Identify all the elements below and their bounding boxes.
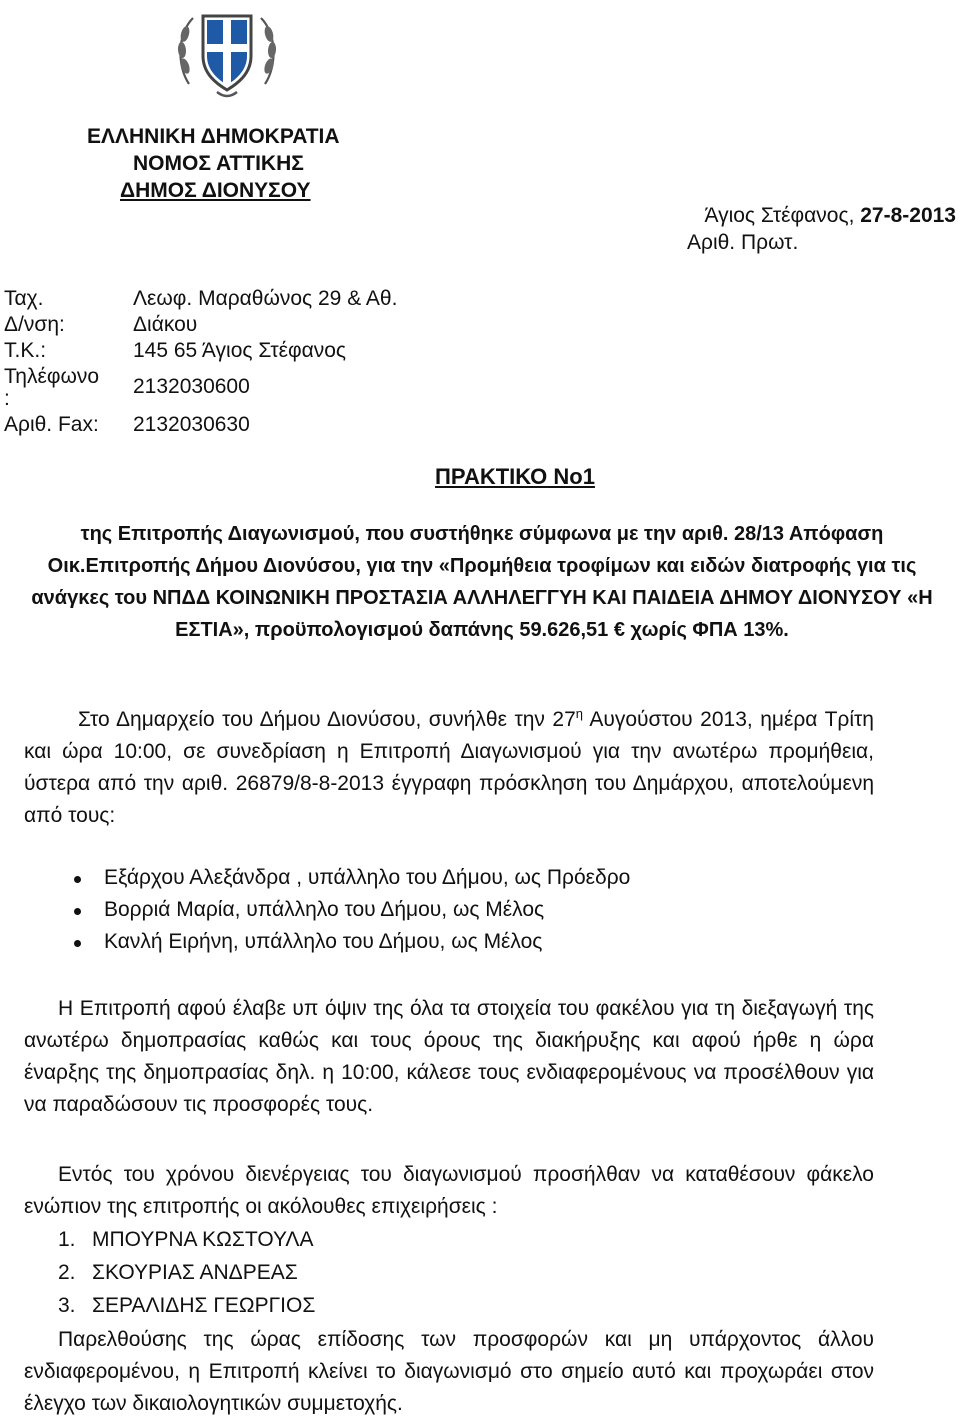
subject-text: της Επιτροπής Διαγωνισμού, που συστήθηκε σύμφωνα με την αριθ. 28/13 Απόφαση Οικ.Επιτροπής Δήμου Διονύσου, για την «Προμήθεια τροφίμων και ειδών διατροφής για τις ανάγκες του ΝΠΔΔ ΚΟΙΝΩΝΙΚΗ ΠΡΟΣΤΑΣΙΑ ΑΛΛΗΛΕΓΓΥΗ ΚΑΙ ΠΑΙΔΕΙΑ ΔΗΜΟΥ ΔΙΟΝΥΣΟΥ «Η ΕΣΤΙΑ», προϋπολογισμού δαπάνης 59.626,51 € χωρίς ΦΠΑ 13%.: [31, 523, 933, 641]
protocol-number-label: Αριθ. Πρωτ.: [687, 231, 799, 254]
company-item: [58, 1290, 315, 1322]
address-label-b: Δ/νση:: [4, 313, 65, 336]
bullet-icon: [74, 876, 81, 883]
tk-value: 145 65 Άγιος Στέφανος: [133, 339, 347, 362]
fax-label: Αριθ. Fax:: [4, 413, 99, 436]
place-label: Άγιος Στέφανος,: [704, 204, 855, 227]
company-name: ΜΠΟΥΡΝΑ ΚΩΣΤΟΥΛΑ: [92, 1228, 314, 1251]
bullet-icon: [74, 908, 81, 915]
closing-paragraph: Παρελθούσης της ώρας επίδοσης των προσφορών και μη υπάρχοντος άλλου ενδιαφερομένου, η Επιτροπή κλείνει το διαγωνισμό στο σημείο αυτό και προχωράει στον έλεγχο των δικαιολογητικών συμμετοχής.: [24, 1328, 874, 1415]
member-name: Εξάρχου Αλεξάνδρα , υπάλληλο του Δήμου, ως Πρόεδρο: [104, 866, 631, 889]
bullet-icon: [74, 940, 81, 947]
company-number: 1.: [58, 1228, 76, 1251]
place-date: [704, 203, 956, 229]
opening-paragraph: [24, 698, 874, 832]
bidders-paragraph: Εντός του χρόνου διενέργειας του διαγωνισμού προσήλθαν να καταθέσουν φάκελο ενώπιον της επιτροπής οι ακόλουθες επιχειρήσεις :: [24, 1163, 874, 1218]
phone-label-a: Τηλέφωνο: [4, 365, 100, 388]
document-date: 27-8-2013: [860, 204, 956, 227]
address-value-b: Διάκου: [133, 313, 198, 336]
coat-of-arms-emblem: [175, 4, 279, 102]
phone-label-b: :: [4, 387, 10, 410]
company-name: ΣΕΡΑΛΙΔΗΣ ΓΕΩΡΓΙΟΣ: [92, 1294, 316, 1317]
company-item: [58, 1257, 298, 1289]
document-title: [0, 463, 960, 491]
member-name: Βορριά Μαρία, υπάλληλο του Δήμου, ως Μέλος: [104, 898, 545, 921]
company-name: ΣΚΟΥΡΙΑΣ ΑΝΔΡΕΑΣ: [92, 1261, 298, 1284]
header-municipality: ΔΗΜΟΣ ΔΙΟΝΥΣΟΥ: [120, 179, 311, 202]
opening-paragraph-b: Αυγούστου 2013, ημέρα Τρίτη και ώρα 10:00, σε συνεδρίαση η Επιτροπή Διαγωνισμού για την ανωτέρω προμήθεια, ύστερα από την αριθ. 26879/8-8-2013 έγγραφη πρόσκληση του Δημάρχου, αποτελούμενη από τους:: [24, 708, 874, 827]
opening-paragraph-a: Στο Δημαρχείο του Δήμου Διονύσου, συνήλθε την 27: [78, 708, 576, 731]
member-name: Κανλή Ειρήνη, υπάλληλο του Δήμου, ως Μέλος: [104, 930, 543, 953]
fax-value: 2132030630: [133, 413, 250, 436]
header-prefecture: ΝΟΜΟΣ ΑΤΤΙΚΗΣ: [133, 152, 304, 175]
address-value-a: Λεωφ. Μαραθώνος 29 & Αθ.: [133, 287, 398, 310]
address-label-a: Ταχ.: [4, 287, 44, 310]
tk-label: Τ.Κ.:: [4, 339, 47, 362]
document-title-text: ΠΡΑΚΤΙΚΟ Νο1: [435, 464, 595, 489]
company-number: 2.: [58, 1261, 76, 1284]
ordinal-suffix: η: [575, 706, 584, 721]
header-country: ΕΛΛΗΝΙΚΗ ΔΗΜΟΚΡΑΤΙΑ: [87, 125, 340, 148]
phone-value: 2132030600: [133, 375, 250, 398]
procedure-paragraph: Η Επιτροπή αφού έλαβε υπ όψιν της όλα τα στοιχεία του φακέλου για τη διεξαγωγή της ανωτέρω δημοπρασίας καθώς και τους όρους της διακήρυξης και αφού ήρθε η ώρα έναρξης της δημοπρασίας δηλ. η 10:00, κάλεσε τους ενδιαφερομένους να προσέλθουν για να παραδώσουν τις προσφορές τους.: [24, 997, 874, 1116]
company-item: [58, 1224, 313, 1256]
company-number: 3.: [58, 1294, 76, 1317]
